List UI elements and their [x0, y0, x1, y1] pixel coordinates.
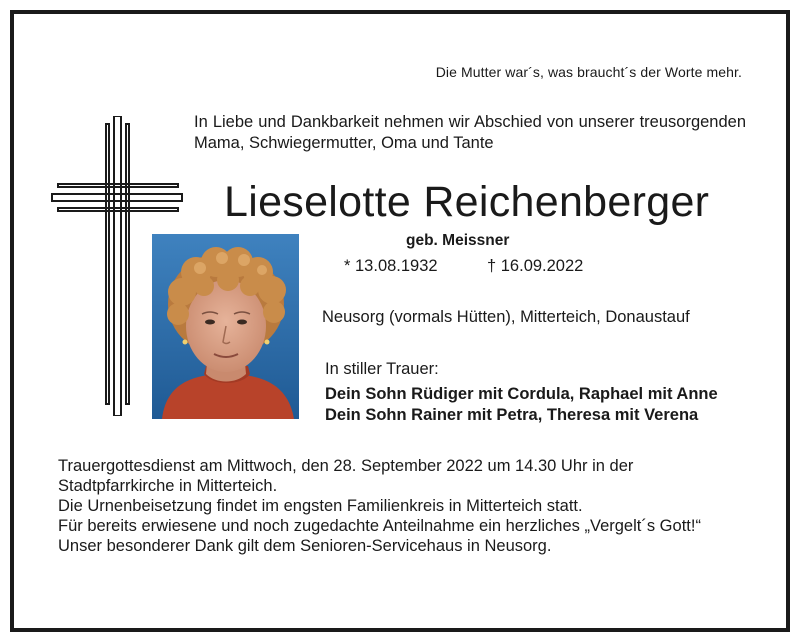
residence-places: Neusorg (vormals Hütten), Mitterteich, Donaustauf	[322, 308, 690, 326]
born-name: geb. Meissner	[406, 232, 510, 249]
service-line-thanks: Für bereits erwiesene und noch zugedachte Anteilnahme ein herzliches „Vergelt´s Gott!“	[58, 517, 701, 535]
service-details	[58, 456, 748, 556]
mourner-line: Dein Sohn Rainer mit Petra, Theresa mit Verena	[325, 406, 699, 424]
service-line-special-thanks: Unser besonderer Dank gilt dem Senioren-Servicehaus in Neusorg.	[58, 537, 552, 555]
mourners-list	[325, 384, 718, 426]
birth-date: * 13.08.1932	[344, 257, 438, 275]
deceased-name: Lieselotte Reichenberger	[224, 178, 710, 226]
motto: Die Mutter war´s, was braucht´s der Worte mehr.	[435, 64, 742, 80]
death-date: † 16.09.2022	[487, 257, 584, 275]
mourner-line: Dein Sohn Rüdiger mit Cordula, Raphael mit Anne	[325, 385, 718, 403]
service-line-funeral: Trauergottesdienst am Mittwoch, den 28. September 2022 um 14.30 Uhr in der Stadtpfarrkirche in Mitterteich.	[58, 457, 638, 495]
portrait-photo	[152, 234, 299, 419]
intro-text: In Liebe und Dankbarkeit nehmen wir Abschied von unserer treusorgenden Mama, Schwiegermutter, Oma und Tante	[194, 113, 746, 152]
mourning-label: In stiller Trauer:	[325, 360, 439, 378]
service-line-urn: Die Urnenbeisetzung findet im engsten Familienkreis in Mitterteich statt.	[58, 497, 583, 515]
